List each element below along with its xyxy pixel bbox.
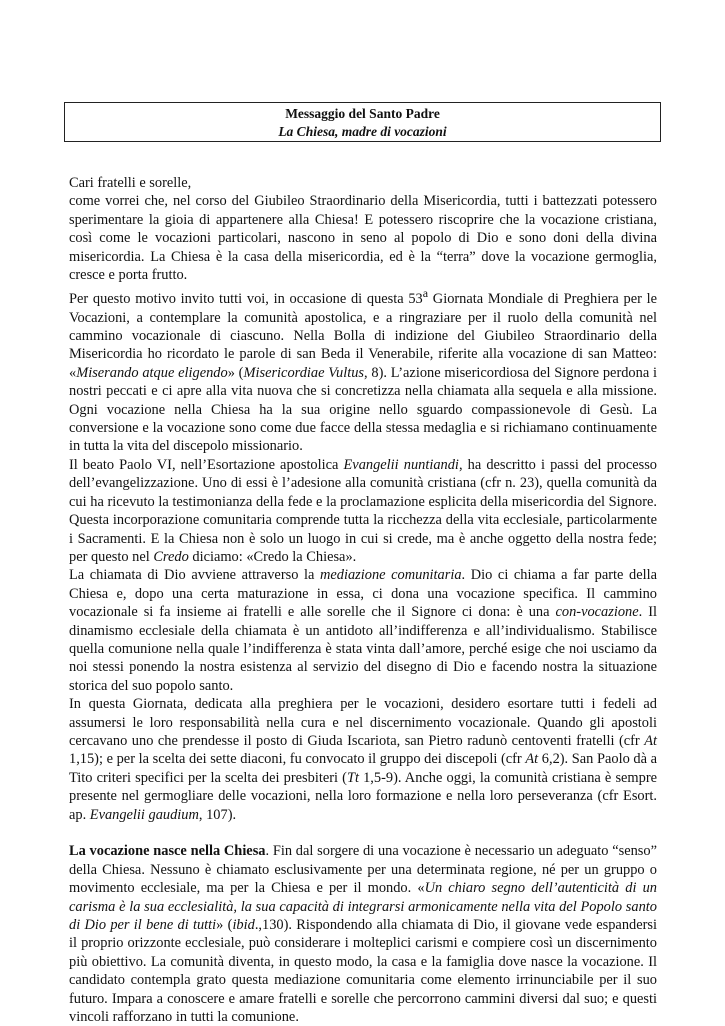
text-span: .,130). Rispondendo alla chiamata di Dio, il giovane vede espandersi il proprio orizzonte ecclesiale, può considerare i molteplici carismi e compiere così un discernimento più obiettivo. La comunità diventa, in questo modo, la casa e la famiglia dove nasce la vocazione. Il candidato contempla grato questa mediazione comunitaria come elemento irrinunciabile per il suo futuro. Impara a conoscere e amare fratelli e sorelle che percorrono cammini diversi dal suo; e questi vincoli rafforzano in tutti la comunione. (69, 917, 657, 1026)
section-heading: La vocazione nasce nella Chiesa (69, 843, 266, 860)
text-span: » ( (216, 917, 233, 934)
text-span: , ha descritto i passi del processo dell’evangelizzazione. Uno di essi è l’adesione alla comunità cristiana (cfr n. 23), quella comunità da cui ha ricevuto la testimonianza della fede e la proclamazione esplicita della misericordia del Signore. Questa incorporazione comunitaria comprende tutta la ricchezza della vita ecclesiale, particolarmente i Sacramenti. E la Chiesa non è solo un luogo in cui si crede, ma è anche oggetto della nostra fede; per questo nel (69, 456, 657, 565)
italic-citation: At (644, 732, 657, 749)
text-span: In questa Giornata, dedicata alla preghiera per le vocazioni, desidero esortare tutti i fedeli ad assumersi le loro responsabilità nella cura e nel discernimento vocazionale. Quando gli apostoli cercavano uno che prendesse il posto di Giuda Iscariota, san Pietro radunò centoventi fratelli (cfr (69, 696, 657, 749)
paragraph-1: come vorrei che, nel corso del Giubileo Straordinario della Misericordia, tutti i battezzati potessero sperimentare la gioia di appartenere alla Chiesa! E potessero riscoprire che la vocazione cristiana, così come le vocazioni particolari, nascono in seno al popolo di Dio e sono doni della divina misericordia. La Chiesa è la casa della misericordia, ed è la “terra” dove la vocazione germoglia, cresce e porta frutto. (69, 193, 657, 284)
italic-citation: Tt (346, 769, 359, 786)
italic-term: Credo (153, 548, 189, 565)
letter-body (69, 174, 657, 1026)
text-span: . Il dinamismo ecclesiale della chiamata è un antidoto all’indifferenza e all’individualismo. Stabilisce quella comunione nella quale l’indifferenza è stata vinta dall’amore, perché esige che noi usciamo da noi stessi ponendo la nostra esistenza al servizio del disegno di Dio e facendo nostra la situazione storica del suo popolo santo. (69, 604, 657, 694)
text-span: 1,5-9). Anche oggi, la comunità cristiana è sempre presente nel germogliare delle vocazioni, nella loro formazione e nella loro perseveranza (cfr Esort. ap. (69, 769, 658, 823)
italic-citation: Evangelii nuntiandi (343, 456, 459, 473)
italic-term: mediazione comunitaria (320, 567, 462, 584)
paragraph-2 (69, 284, 657, 455)
italic-citation: Evangelii gaudium (89, 806, 199, 823)
text-span: , 8). L’azione misericordiosa del Signore perdona i nostri peccati e ci apre alla vita nuova che si concretizza nella chiamata alla sequela e alla missione. Ogni vocazione nella Chiesa ha la sua origine nello sguardo compassionevole di Gesù. La conversione e la vocazione sono come due facce della stessa medaglia e si richiamano continuamente in tutta la vita del discepolo missionario. (69, 364, 658, 455)
document-title: Messaggio del Santo Padre (285, 106, 440, 121)
paragraph-gap (69, 824, 657, 842)
text-span: , 107). (198, 806, 237, 823)
document-subtitle: La Chiesa, madre di vocazioni (278, 124, 447, 139)
text-span: La chiamata di Dio avviene attraverso la (69, 567, 321, 584)
paragraph-4 (69, 566, 657, 695)
text-span: » ( (227, 364, 244, 381)
italic-quote: Un chiaro segno dell’autenticità di un carisma è la sua ecclesialità, la sua capacità di integrarsi armonicamente nella vita del Popolo santo di Dio per il bene di tutti (69, 880, 657, 934)
text-span: diciamo: «Credo la Chiesa». (188, 548, 357, 565)
italic-citation: ibid (232, 917, 255, 934)
paragraph-3 (69, 456, 657, 566)
text-span: 6,2). San Paolo dà a Tito criteri specifici per la scelta dei presbiteri ( (69, 751, 657, 786)
ordinal-superscript: a (422, 286, 429, 301)
paragraph-6 (69, 842, 657, 1026)
text-span: . Fin dal sorgere di una vocazione è necessario un adeguato “senso” della Chiesa. Nessuno è chiamato esclusivamente per una determinata regione, né per un gruppo o movimento ecclesiale, ma per la Chiesa e per il mondo. « (69, 843, 657, 897)
italic-quote: Miserando atque eligendo (76, 364, 228, 381)
salutation: Cari fratelli e sorelle, (69, 175, 192, 191)
title-box (64, 102, 661, 142)
italic-citation: Misericordiae Vultus (243, 364, 364, 381)
text-span: Giornata Mondiale di Preghiera per le Vocazioni, a contemplare la comunità apostolica, e a ringraziare per il ruolo della comunità nel cammino vocazionale di ciascuno. Nella Bolla di indizione del Giubileo Straordinario della Misericordia ho ricordato le parole di san Beda il Venerabile, riferite alla vocazione di san Matteo: « (69, 291, 657, 381)
italic-citation: At (525, 751, 539, 768)
text-span: 1,15); e per la scelta dei sette diaconi, fu convocato il gruppo dei discepoli (cfr (69, 751, 526, 768)
text-span: . Dio ci chiama a far parte della Chiesa e, dopo una certa maturazione in essa, ci dona una vocazione specifica. Il cammino vocazionale si fa insieme ai fratelli e alle sorelle che il Signore ci dona: è una (69, 567, 657, 621)
italic-term: con-vocazione (555, 604, 639, 621)
text-span: Il beato Paolo VI, nell’Esortazione apostolica (69, 456, 344, 473)
text-span: Per questo motivo invito tutti voi, in occasione di questa 53 (69, 291, 423, 308)
paragraph-5 (69, 695, 657, 824)
